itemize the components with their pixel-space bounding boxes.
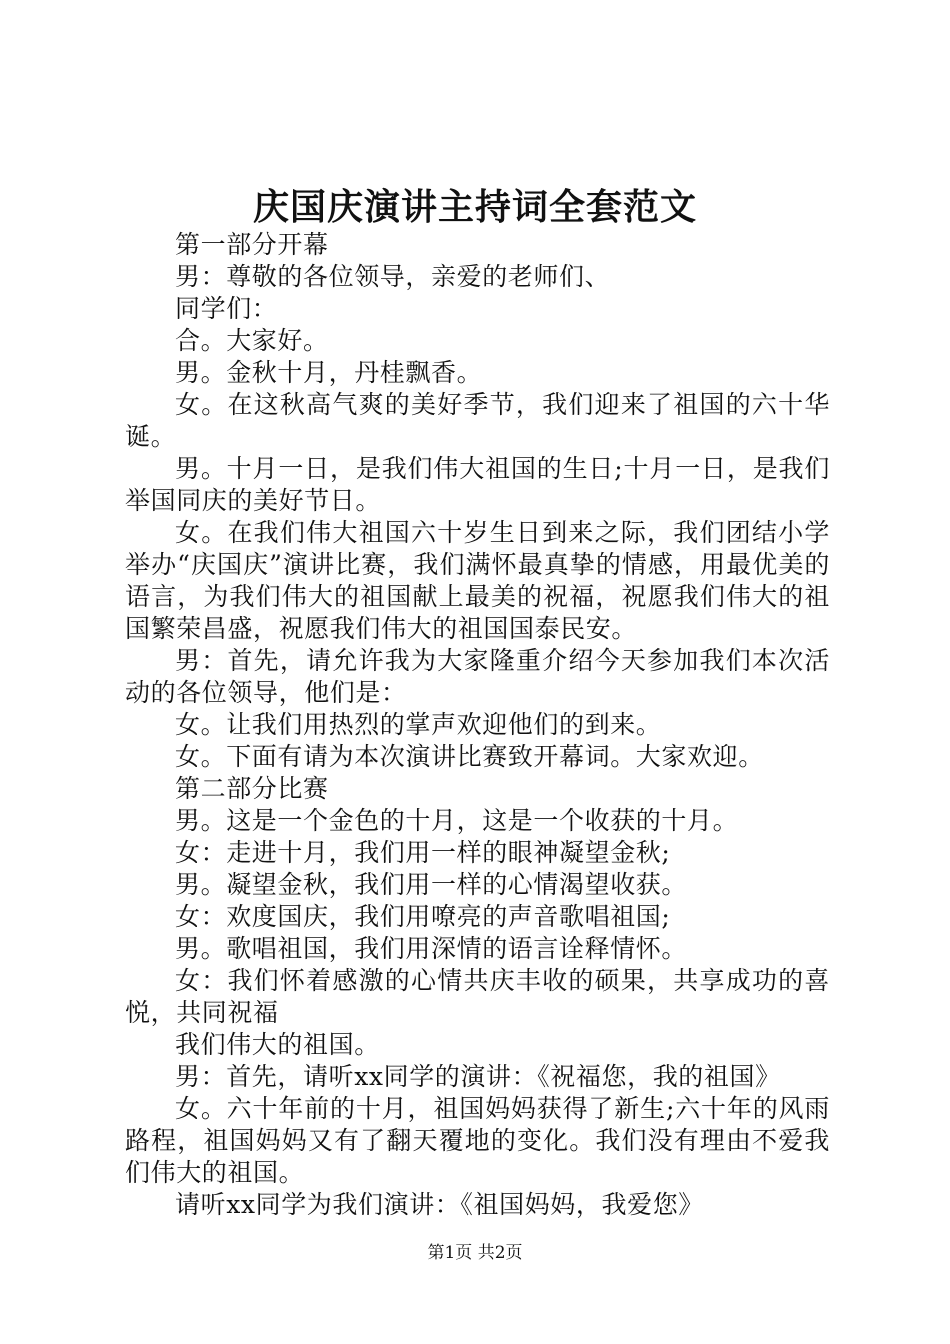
paragraph: 男。十月一日，是我们伟大祖国的生日;十月一日，是我们举国同庆的美好节日。: [125, 454, 830, 515]
paragraph: 男。歌唱祖国，我们用深情的语言诠释情怀。: [175, 934, 688, 963]
paragraph: 合。大家好。: [175, 326, 329, 355]
paragraph: 女。六十年前的十月，祖国妈妈获得了新生;六十年的风雨路程，祖国妈妈又有了翻天覆地的变化。我们没有理由不爱我们伟大的祖国。: [125, 1094, 830, 1187]
paragraph: 女：走进十月，我们用一样的眼神凝望金秋;: [175, 838, 671, 867]
page-number: 第1页 共2页: [427, 1243, 523, 1263]
paragraph: 我们伟大的祖国。: [175, 1030, 380, 1059]
paragraph: 女。在我们伟大祖国六十岁生日到来之际，我们团结小学举办“庆国庆”演讲比赛，我们满怀最真挚的情感，用最优美的语言，为我们伟大的祖国献上最美的祝福，祝愿我们伟大的祖国繁荣昌盛，祝愿我们伟大的祖国国泰民安。: [125, 518, 830, 643]
paragraph: 男。金秋十月，丹桂飘香。: [175, 358, 483, 387]
paragraph: 同学们：: [175, 294, 278, 323]
paragraph: 女：欢度国庆，我们用嘹亮的声音歌唱祖国;: [175, 902, 671, 931]
paragraph: 男。凝望金秋，我们用一样的心情渴望收获。: [175, 870, 688, 899]
paragraph: 男：首先，请听xx同学的演讲：《祝福您，我的祖国》: [175, 1062, 781, 1091]
section-heading: 第二部分比赛: [175, 774, 329, 803]
paragraph: 男：尊敬的各位领导，亲爱的老师们、: [175, 262, 611, 291]
paragraph: 女：我们怀着感激的心情共庆丰收的硕果，共享成功的喜悦，共同祝福: [125, 966, 830, 1027]
page-title: 庆国庆演讲主持词全套范文: [252, 186, 697, 228]
paragraph: 男：首先，请允许我为大家隆重介绍今天参加我们本次活动的各位领导，他们是：: [125, 646, 830, 707]
paragraph: 女。在这秋高气爽的美好季节，我们迎来了祖国的六十华诞。: [125, 390, 830, 451]
paragraph: 请听xx同学为我们演讲：《祖国妈妈，我爱您》: [175, 1190, 704, 1219]
document-body: [125, 229, 830, 1221]
paragraph: 男。这是一个金色的十月，这是一个收获的十月。: [175, 806, 739, 835]
paragraph: 女。下面有请为本次演讲比赛致开幕词。大家欢迎。: [175, 742, 764, 771]
paragraph: 女。让我们用热烈的掌声欢迎他们的到来。: [175, 710, 662, 739]
section-heading: 第一部分开幕: [175, 230, 329, 259]
